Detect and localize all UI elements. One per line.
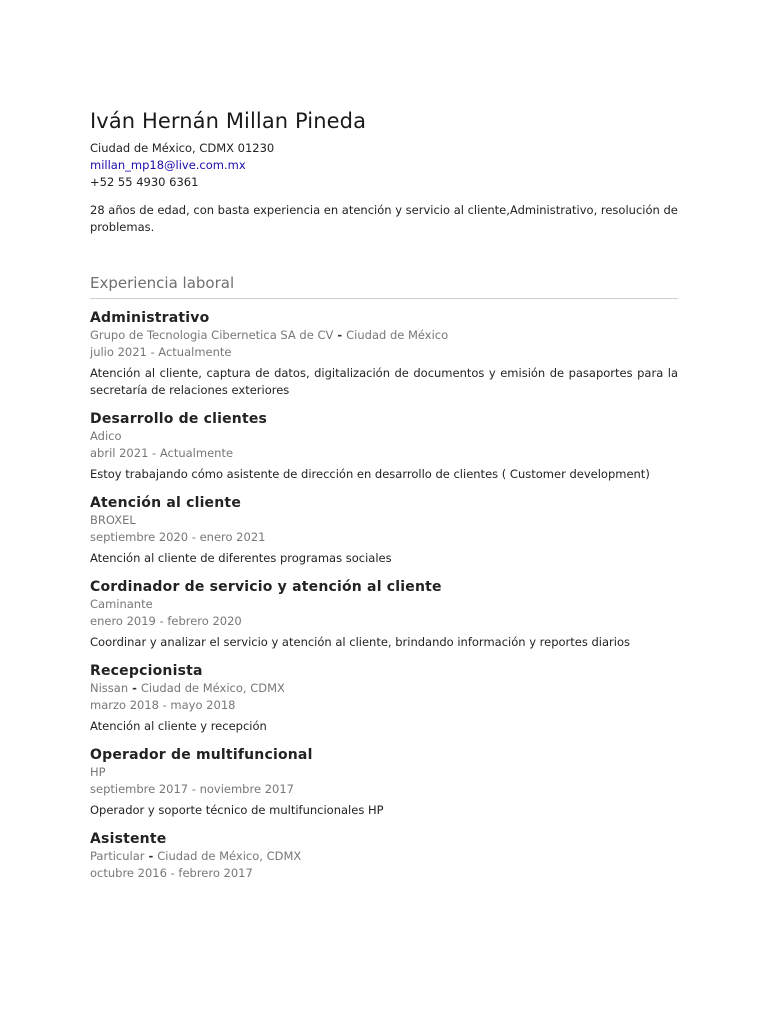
job-title: Administrativo [90, 310, 210, 326]
resume-content [90, 107, 678, 892]
job-dates: abril 2021 - Actualmente [90, 445, 234, 460]
job-entry [90, 746, 678, 819]
job-company: HP [90, 765, 106, 779]
job-title: Desarrollo de clientes [90, 411, 268, 427]
job-company-line [90, 596, 678, 613]
job-entry [90, 578, 678, 651]
job-list [90, 309, 678, 881]
job-entry [90, 494, 678, 567]
job-dates: enero 2019 - febrero 2020 [90, 613, 242, 628]
separator: - [333, 328, 347, 342]
job-description: Atención al cliente de diferentes programas sociales [90, 551, 392, 565]
job-description: Atención al cliente, captura de datos, digitalización de documentos y emisión de pasaportes para la secretaría de relaciones exteriores [90, 366, 678, 397]
job-company-line [90, 428, 678, 445]
job-company: Particular [90, 849, 145, 863]
job-company: Nissan [90, 681, 129, 695]
email-link[interactable]: millan_mp18@live.com.mx [90, 158, 246, 172]
job-description: Operador y soporte técnico de multifuncionales HP [90, 803, 384, 817]
job-company: Grupo de Tecnologia Cibernetica SA de CV [90, 328, 334, 342]
job-dates: septiembre 2017 - noviembre 2017 [90, 781, 294, 796]
job-dates: septiembre 2020 - enero 2021 [90, 529, 266, 544]
job-entry [90, 410, 678, 483]
job-company: BROXEL [90, 513, 136, 527]
job-entry [90, 662, 678, 735]
job-company: Caminante [90, 597, 153, 611]
job-description: Coordinar y analizar el servicio y atención al cliente, brindando información y reportes diarios [90, 635, 631, 649]
job-entry [90, 830, 678, 881]
separator: - [128, 681, 141, 695]
job-location: Ciudad de México, CDMX [157, 849, 302, 863]
separator: - [144, 849, 158, 863]
candidate-name: Iván Hernán Millan Pineda [90, 109, 367, 133]
job-description: Estoy trabajando cómo asistente de dirección en desarrollo de clientes ( Customer development) [90, 467, 650, 481]
phone: +52 55 4930 6361 [90, 175, 199, 189]
job-entry [90, 309, 678, 399]
job-description: Atención al cliente y recepción [90, 719, 267, 733]
job-location: Ciudad de México, CDMX [140, 681, 285, 695]
job-location: Ciudad de México [346, 328, 449, 342]
job-dates: octubre 2016 - febrero 2017 [90, 865, 253, 880]
job-title: Operador de multifuncional [90, 747, 313, 763]
job-company-line [90, 764, 678, 781]
job-title: Cordinador de servicio y atención al cliente [90, 579, 442, 595]
summary: 28 años de edad, con basta experiencia en atención y servicio al cliente,Administrativo, resolución de problemas. [90, 203, 678, 234]
job-title: Asistente [90, 831, 167, 847]
job-title: Atención al cliente [90, 495, 242, 511]
job-title: Recepcionista [90, 663, 203, 679]
job-company-line [90, 680, 678, 697]
job-company-line [90, 848, 678, 865]
job-company: Adico [90, 429, 122, 443]
job-company-line [90, 512, 678, 529]
address: Ciudad de México, CDMX 01230 [90, 141, 275, 155]
job-dates: marzo 2018 - mayo 2018 [90, 697, 236, 712]
job-dates: julio 2021 - Actualmente [90, 344, 232, 359]
contact-block [90, 140, 678, 191]
job-company-line [90, 327, 678, 344]
section-title-experience: Experiencia laboral [90, 273, 678, 299]
